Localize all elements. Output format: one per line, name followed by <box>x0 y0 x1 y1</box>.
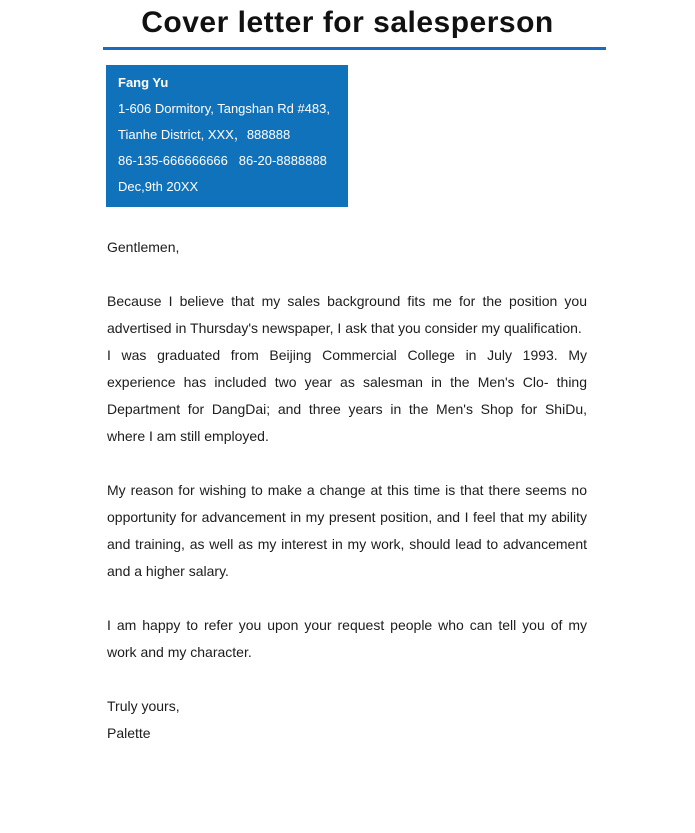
letter-paragraph: Because I believe that my sales background fits me for the position you advertised in Thursday's newspaper, I ask that you consider my qualification. <box>107 293 587 336</box>
page-title: Cover letter for salesperson <box>141 6 554 39</box>
letter-salutation: Gentlemen, <box>107 239 180 255</box>
contact-address-line-2: Tianhe District, XXX，888888 <box>118 127 291 142</box>
contact-card <box>106 65 348 207</box>
title-underline-rule <box>103 47 606 50</box>
contact-name: Fang Yu <box>118 75 169 90</box>
letter-paragraph: I was graduated from Beijing Commercial College in July 1993. My experience has included two year as salesman in the Men's Clo- thing Department for DangDai; and three years in the Men's Shop for ShiDu, where I am still employed. <box>107 347 587 444</box>
letter-paragraph: I am happy to refer you upon your request people who can tell you of my work and my character. <box>107 617 587 660</box>
contact-address-line-1: 1-606 Dormitory, Tangshan Rd #483, <box>118 101 330 116</box>
letter-paragraph: My reason for wishing to make a change at this time is that there seems no opportunity for advancement in my present position, and I feel that my ability and training, as well as my interest in my work, should lead to advancement and a higher salary. <box>107 482 587 579</box>
letter-body <box>107 234 587 747</box>
signature-name: Palette <box>107 725 151 741</box>
contact-phone-line: 86-135-666666666 86-20-8888888 <box>118 153 327 168</box>
letter-closing: Truly yours, <box>107 698 180 714</box>
contact-date-line: Dec,9th 20XX <box>118 179 199 194</box>
